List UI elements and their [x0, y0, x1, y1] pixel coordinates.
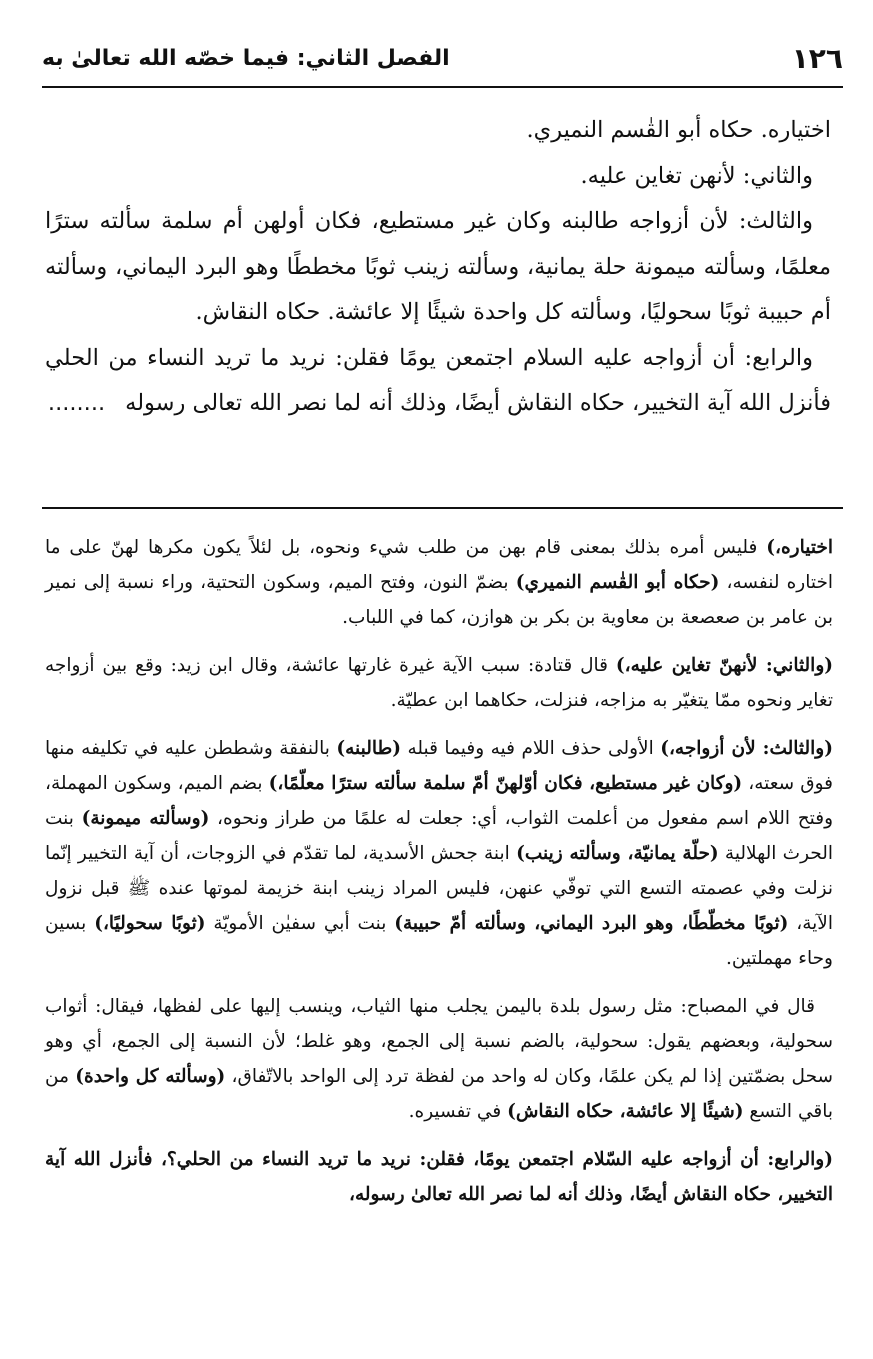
commentary-lemma: (والثاني: لأنهنّ تغاين عليه،)	[615, 655, 834, 676]
commentary-text: بنت الحرث الهلالية	[45, 808, 833, 864]
main-paragraph-3: والثالث: لأن أزواجه طالبنه وكان غير مستطيع، فكان أولهن أم سلمة سألته سترًا معلمًا، وسألته ميمونة حلة يمانية، وسألته زينب ثوبًا مخططًا وهو البرد اليماني، وسألته أم حبيبة ثوبًا سحوليًا، وسألته كل واحدة شيئًا إلا عائشة. حكاه النقاش.	[45, 208, 831, 325]
commentary-lemma: (والثالث: لأن أزواجه،)	[660, 738, 833, 759]
footnote-divider	[42, 507, 843, 509]
commentary-text: بضم الميم، وسكون المهملة، وفتح اللام اسم مفعول من أعلمت الثواب، أي: جعلت له علمًا من طراز ونحوه،	[45, 773, 833, 829]
commentary-text: الأولى حذف اللام فيه وفيما قبله	[400, 738, 661, 759]
commentary-text: ابنة جحش الأسدية، لما تقدّم في الزوجات، أن آية التخيير إنّما نزلت وفي عصمته التسع التي توفّي عنهن، فليس المراد زينب ابنة خزيمة لموتها عنده ﷺ قبل نزول الآية،	[45, 843, 833, 934]
main-paragraph-2: والثاني: لأنهن تغاين عليه.	[580, 162, 813, 189]
commentary-lemma: (وسألته كل واحدة)	[75, 1066, 226, 1087]
main-text	[45, 108, 831, 427]
commentary-paragraph-4	[45, 989, 833, 1129]
commentary-paragraph-2	[45, 648, 833, 718]
commentary-text: بالنفقة وشططن عليه في تكليفه منها فوق سعته،	[45, 738, 833, 794]
commentary-lemma: (والرابع: أن أزواجه عليه السّلام اجتمعن يومًا، فقلن: نريد ما تريد النساء من الحلي؟، فأنزل الله آية التخيير، حكاه النقاش أيضًا، وذلك أنه لما نصر الله تعالىٰ رسوله،	[45, 1149, 833, 1205]
commentary-paragraph-1	[45, 530, 833, 635]
commentary-lemma: (شيئًا إلا عائشة، حكاه النقاش)	[507, 1101, 744, 1122]
commentary-paragraph-3	[45, 731, 833, 976]
commentary-lemma: (طالبنه)	[336, 738, 401, 759]
commentary-lemma: (حلّة يمانيّة، وسألته زينب)	[516, 843, 719, 864]
commentary-text: في تفسيره.	[408, 1101, 508, 1122]
commentary-lemma: (ثوبًا مخطّطًا، وهو البرد اليماني، وسألته أمّ حبيبة)	[394, 913, 789, 934]
commentary-text: بسين وحاء مهملتين.	[45, 913, 833, 969]
commentary-lemma: اختياره،)	[766, 537, 833, 558]
commentary-text: بضمّ النون، وفتح الميم، وسكون التحتية، وراء نسبة إلى نمير بن عامر بن صعصعة بن معاوية بن بكر بن هوازن، كما في اللباب.	[45, 572, 833, 628]
main-paragraph-1: اختياره. حكاه أبو القٰسم النميري.	[526, 117, 831, 143]
commentary-lemma: (وسألته ميمونة)	[81, 808, 210, 829]
commentary-lemma: (حكاه أبو القٰسم النميري)	[515, 572, 720, 593]
chapter-title: الفصل الثاني: فيما خصّه الله تعالىٰ به	[42, 45, 450, 71]
commentary-lemma: (ثوبًا سحوليًا،)	[94, 913, 206, 934]
continuation-dots: ........	[47, 390, 106, 416]
page-number: ١٢٦	[791, 41, 843, 75]
commentary-text: قال في المصباح: مثل رسول بلدة باليمن يجلب منها الثياب، وينسب إليها على لفظها، فيقال: أثواب سحولية، وبعضهم يقول: سحولية، بالضم نسبة إلى الجمع، وهو غلط؛ لأن النسبة إلى الجمع، أي وهو سحل بضمّتين إذا لم يكن علمًا، وكان له واحد من لفظة ترد إلى الواحد بالاتّفاق،	[45, 996, 834, 1087]
commentary-text: من باقي التسع	[45, 1066, 833, 1122]
commentary	[45, 530, 833, 1225]
commentary-text: قال قتادة: سبب الآية غيرة غارتها عائشة، وقال ابن زيد: وقع بين أزواجه تغاير ونحوه ممّا يتغيّر به مزاجه، فنزلت، حكاهما ابن عطيّة.	[45, 655, 833, 711]
commentary-paragraph-5	[45, 1142, 833, 1212]
commentary-text: فليس أمره بذلك بمعنى قام بهن من طلب شيء ونحوه، بل لئلاً يكون مكرها لهنّ على ما اختاره لنفسه،	[45, 537, 834, 593]
commentary-text: بنت أبي سفيٰن الأمويّة	[205, 913, 395, 934]
main-paragraph-4-text: والرابع: أن أزواجه عليه السلام اجتمعن يومًا فقلن: نريد ما تريد النساء من الحلي فأنزل الله آية التخيير، حكاه النقاش أيضًا، وذلك أنه لما نصر الله تعالى رسوله	[45, 344, 831, 416]
running-header	[42, 38, 843, 78]
commentary-lemma: (وكان غير مستطيع، فكان أوّلهنّ أمّ سلمة سألته سترًا معلّمًا،)	[268, 773, 743, 794]
header-rule	[42, 86, 843, 88]
main-paragraph-4	[45, 336, 831, 427]
